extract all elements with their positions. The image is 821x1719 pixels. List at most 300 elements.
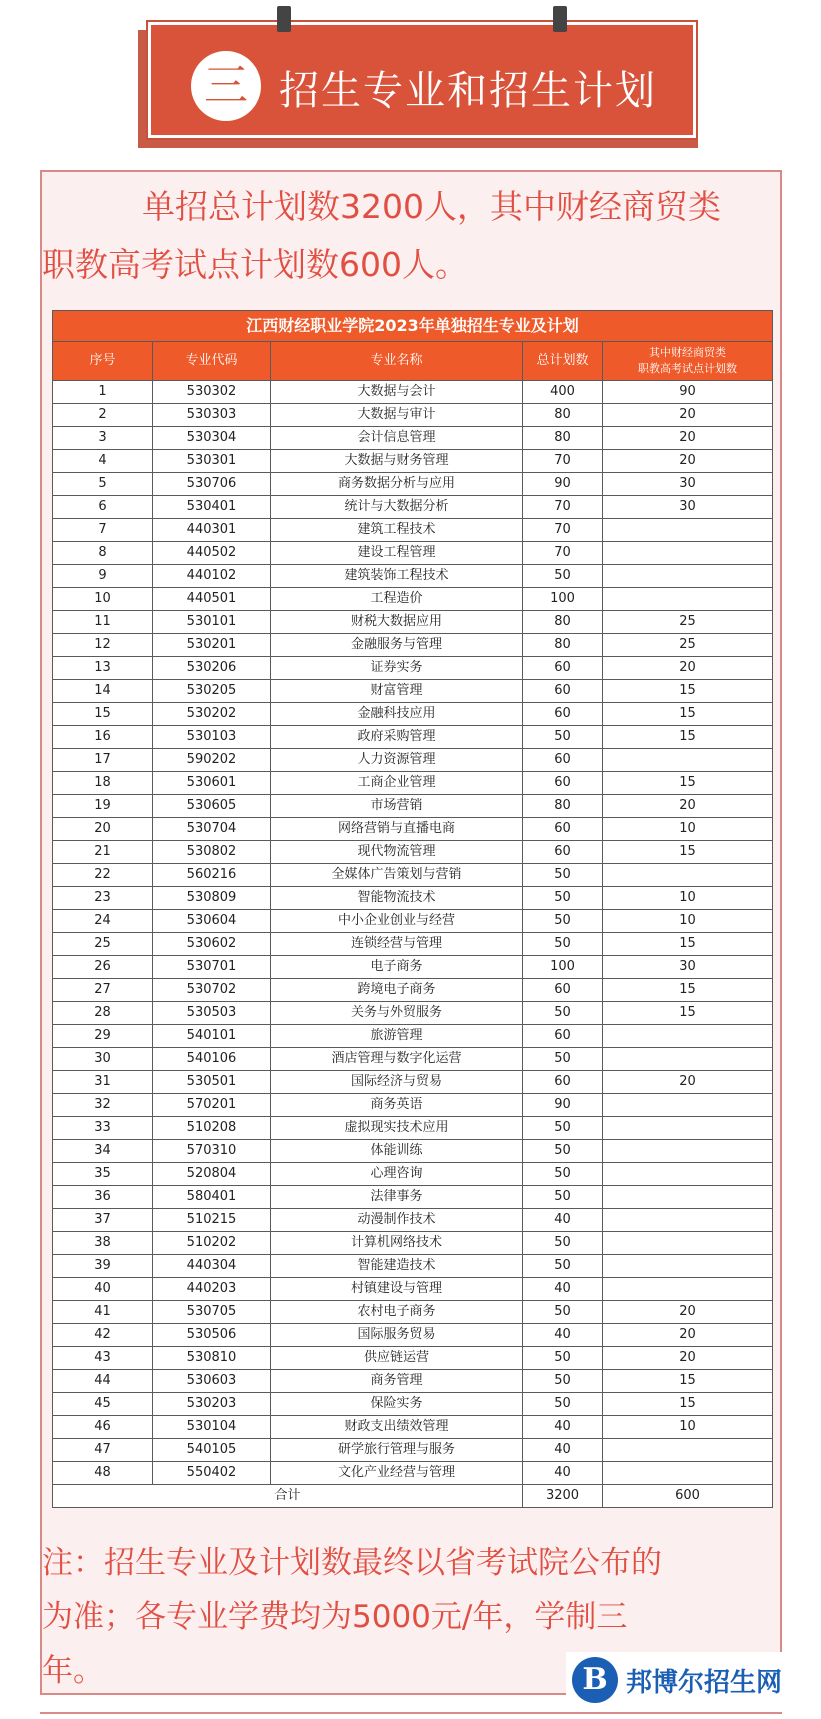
row-no: 21: [53, 841, 153, 864]
row-no: 11: [53, 611, 153, 634]
row-name: 财富管理: [271, 680, 523, 703]
table-row: [53, 726, 773, 749]
row-sub-plan: [603, 1462, 773, 1485]
row-name: 大数据与财务管理: [271, 450, 523, 473]
row-code: 550402: [153, 1462, 271, 1485]
table-row: [53, 887, 773, 910]
table-row: [53, 979, 773, 1002]
table-row: [53, 565, 773, 588]
row-total: 100: [523, 956, 603, 979]
row-total: 40: [523, 1278, 603, 1301]
row-sub-plan: 15: [603, 933, 773, 956]
row-no: 31: [53, 1071, 153, 1094]
row-name: 旅游管理: [271, 1025, 523, 1048]
row-no: 42: [53, 1324, 153, 1347]
row-code: 530705: [153, 1301, 271, 1324]
row-code: 510202: [153, 1232, 271, 1255]
row-total: 60: [523, 772, 603, 795]
row-sub-plan: 25: [603, 634, 773, 657]
row-total: 50: [523, 1048, 603, 1071]
table-row: [53, 772, 773, 795]
row-sub-plan: [603, 1439, 773, 1462]
row-code: 530810: [153, 1347, 271, 1370]
total-row: [53, 1485, 773, 1508]
row-sub-plan: 10: [603, 818, 773, 841]
table-row: [53, 634, 773, 657]
table-row: [53, 933, 773, 956]
row-no: 30: [53, 1048, 153, 1071]
row-name: 连锁经营与管理: [271, 933, 523, 956]
row-sub-plan: 20: [603, 427, 773, 450]
table-row: [53, 1140, 773, 1163]
table-row: [53, 427, 773, 450]
row-sub-plan: 10: [603, 910, 773, 933]
row-name: 供应链运营: [271, 1347, 523, 1370]
row-code: 530303: [153, 404, 271, 427]
row-total: 50: [523, 933, 603, 956]
watermark-text: 邦博尔招生网: [626, 1667, 783, 1698]
row-sub-plan: 90: [603, 381, 773, 404]
table-row: [53, 542, 773, 565]
row-code: 530603: [153, 1370, 271, 1393]
row-sub-plan: 15: [603, 1002, 773, 1025]
row-no: 19: [53, 795, 153, 818]
row-total: 50: [523, 1347, 603, 1370]
row-sub-plan: [603, 864, 773, 887]
row-total: 50: [523, 1002, 603, 1025]
row-sub-plan: 30: [603, 956, 773, 979]
row-sub-plan: 15: [603, 726, 773, 749]
row-sub-plan: 25: [603, 611, 773, 634]
row-total: 50: [523, 1301, 603, 1324]
table-row: [53, 1025, 773, 1048]
row-name: 中小企业创业与经营: [271, 910, 523, 933]
table-row: [53, 1462, 773, 1485]
row-no: 39: [53, 1255, 153, 1278]
row-no: 32: [53, 1094, 153, 1117]
row-code: 530301: [153, 450, 271, 473]
row-total: 80: [523, 634, 603, 657]
divider: [40, 1712, 782, 1714]
row-no: 4: [53, 450, 153, 473]
table-row: [53, 1416, 773, 1439]
row-no: 22: [53, 864, 153, 887]
row-code: 530605: [153, 795, 271, 818]
table-row: [53, 864, 773, 887]
row-sub-plan: [603, 1048, 773, 1071]
row-name: 政府采购管理: [271, 726, 523, 749]
banner-pin-icon: [553, 6, 567, 32]
row-no: 41: [53, 1301, 153, 1324]
total-sub-plan: 600: [603, 1485, 773, 1508]
table-row: [53, 657, 773, 680]
intro-line: 单招总计划数3200人，其中财经商贸类: [142, 187, 721, 226]
row-code: 530701: [153, 956, 271, 979]
watermark: [566, 1652, 816, 1708]
table-row: [53, 1186, 773, 1209]
row-total: 50: [523, 910, 603, 933]
row-no: 16: [53, 726, 153, 749]
row-total: 60: [523, 680, 603, 703]
row-no: 46: [53, 1416, 153, 1439]
row-sub-plan: [603, 565, 773, 588]
row-name: 酒店管理与数字化运营: [271, 1048, 523, 1071]
row-no: 8: [53, 542, 153, 565]
row-name: 文化产业经营与管理: [271, 1462, 523, 1485]
row-sub-plan: [603, 1094, 773, 1117]
row-no: 45: [53, 1393, 153, 1416]
row-total: 60: [523, 841, 603, 864]
row-sub-plan: 15: [603, 1393, 773, 1416]
row-sub-plan: 30: [603, 473, 773, 496]
row-name: 全媒体广告策划与营销: [271, 864, 523, 887]
table-row: [53, 404, 773, 427]
row-total: 50: [523, 864, 603, 887]
row-name: 心理咨询: [271, 1163, 523, 1186]
row-no: 5: [53, 473, 153, 496]
table-row: [53, 450, 773, 473]
row-no: 38: [53, 1232, 153, 1255]
table-row: [53, 1370, 773, 1393]
row-no: 34: [53, 1140, 153, 1163]
row-total: 60: [523, 1025, 603, 1048]
table-row: [53, 910, 773, 933]
row-code: 530206: [153, 657, 271, 680]
row-code: 530101: [153, 611, 271, 634]
row-no: 26: [53, 956, 153, 979]
row-no: 35: [53, 1163, 153, 1186]
row-name: 关务与外贸服务: [271, 1002, 523, 1025]
row-no: 37: [53, 1209, 153, 1232]
row-name: 工程造价: [271, 588, 523, 611]
row-name: 财政支出绩效管理: [271, 1416, 523, 1439]
table-row: [53, 1347, 773, 1370]
row-code: 510215: [153, 1209, 271, 1232]
row-code: 570310: [153, 1140, 271, 1163]
table-row: [53, 1209, 773, 1232]
row-code: 520804: [153, 1163, 271, 1186]
row-no: 36: [53, 1186, 153, 1209]
row-total: 40: [523, 1209, 603, 1232]
row-total: 60: [523, 749, 603, 772]
row-no: 43: [53, 1347, 153, 1370]
row-no: 40: [53, 1278, 153, 1301]
note-line: 注：招生专业及计划数最终以省考试院公布的: [42, 1545, 662, 1581]
row-no: 48: [53, 1462, 153, 1485]
row-code: 530104: [153, 1416, 271, 1439]
row-total: 90: [523, 473, 603, 496]
row-name: 研学旅行管理与服务: [271, 1439, 523, 1462]
column-header-sub-plan: [603, 342, 773, 381]
row-code: 530702: [153, 979, 271, 1002]
intro-text: [42, 178, 782, 294]
row-total: 50: [523, 1140, 603, 1163]
column-header-no: 序号: [53, 342, 153, 381]
row-code: 440203: [153, 1278, 271, 1301]
row-name: 农村电子商务: [271, 1301, 523, 1324]
row-total: 60: [523, 979, 603, 1002]
row-name: 智能建造技术: [271, 1255, 523, 1278]
row-sub-plan: [603, 519, 773, 542]
row-total: 80: [523, 795, 603, 818]
row-code: 530704: [153, 818, 271, 841]
row-sub-plan: [603, 1278, 773, 1301]
brand-logo-icon: B: [572, 1657, 618, 1703]
table-title: 江西财经职业学院2023年单独招生专业及计划: [53, 311, 773, 342]
row-no: 17: [53, 749, 153, 772]
row-code: 440102: [153, 565, 271, 588]
column-header-code: 专业代码: [153, 342, 271, 381]
note-line: 年。: [42, 1653, 104, 1689]
row-code: 530506: [153, 1324, 271, 1347]
row-total: 40: [523, 1462, 603, 1485]
row-sub-plan: [603, 1232, 773, 1255]
row-code: 530302: [153, 381, 271, 404]
table-row: [53, 703, 773, 726]
table-row: [53, 1048, 773, 1071]
row-no: 33: [53, 1117, 153, 1140]
table-row: [53, 1163, 773, 1186]
total-label: 合计: [53, 1485, 523, 1508]
table-row: [53, 1255, 773, 1278]
row-sub-plan: 10: [603, 1416, 773, 1439]
table-row: [53, 1393, 773, 1416]
row-total: 50: [523, 1117, 603, 1140]
table-row: [53, 795, 773, 818]
row-name: 建设工程管理: [271, 542, 523, 565]
table-row: [53, 749, 773, 772]
row-name: 体能训练: [271, 1140, 523, 1163]
row-name: 工商企业管理: [271, 772, 523, 795]
row-total: 90: [523, 1094, 603, 1117]
row-name: 跨境电子商务: [271, 979, 523, 1002]
row-name: 现代物流管理: [271, 841, 523, 864]
row-total: 70: [523, 496, 603, 519]
row-code: 540106: [153, 1048, 271, 1071]
table-body: [53, 381, 773, 1485]
plan-table: [52, 310, 772, 1508]
row-name: 商务数据分析与应用: [271, 473, 523, 496]
row-sub-plan: 20: [603, 1071, 773, 1094]
row-total: 50: [523, 887, 603, 910]
row-code: 530201: [153, 634, 271, 657]
row-code: 560216: [153, 864, 271, 887]
section-banner: [148, 22, 696, 138]
row-name: 村镇建设与管理: [271, 1278, 523, 1301]
table-row: [53, 1117, 773, 1140]
row-total: 50: [523, 1370, 603, 1393]
row-sub-plan: 15: [603, 680, 773, 703]
row-sub-plan: 20: [603, 795, 773, 818]
column-header-name: 专业名称: [271, 342, 523, 381]
row-name: 网络营销与直播电商: [271, 818, 523, 841]
table-row: [53, 496, 773, 519]
row-sub-plan: [603, 1140, 773, 1163]
row-sub-plan: 20: [603, 1301, 773, 1324]
row-no: 14: [53, 680, 153, 703]
row-name: 计算机网络技术: [271, 1232, 523, 1255]
intro-line: 职教高考试点计划数600人。: [42, 245, 468, 284]
row-total: 50: [523, 1255, 603, 1278]
row-sub-plan: 15: [603, 703, 773, 726]
row-no: 6: [53, 496, 153, 519]
row-total: 50: [523, 1393, 603, 1416]
row-name: 动漫制作技术: [271, 1209, 523, 1232]
row-code: 530205: [153, 680, 271, 703]
table-row: [53, 588, 773, 611]
row-no: 29: [53, 1025, 153, 1048]
row-name: 建筑装饰工程技术: [271, 565, 523, 588]
row-name: 商务英语: [271, 1094, 523, 1117]
row-code: 440304: [153, 1255, 271, 1278]
row-code: 530304: [153, 427, 271, 450]
table-row: [53, 841, 773, 864]
row-no: 2: [53, 404, 153, 427]
row-no: 9: [53, 565, 153, 588]
row-name: 电子商务: [271, 956, 523, 979]
row-total: 50: [523, 1186, 603, 1209]
table-row: [53, 1002, 773, 1025]
row-code: 530103: [153, 726, 271, 749]
row-total: 70: [523, 450, 603, 473]
row-no: 10: [53, 588, 153, 611]
row-sub-plan: 15: [603, 1370, 773, 1393]
row-total: 80: [523, 404, 603, 427]
row-code: 530809: [153, 887, 271, 910]
row-code: 530604: [153, 910, 271, 933]
row-name: 国际经济与贸易: [271, 1071, 523, 1094]
row-sub-plan: [603, 1117, 773, 1140]
row-name: 会计信息管理: [271, 427, 523, 450]
row-sub-plan: [603, 1025, 773, 1048]
row-name: 大数据与审计: [271, 404, 523, 427]
row-total: 80: [523, 611, 603, 634]
total-plan: 3200: [523, 1485, 603, 1508]
row-no: 28: [53, 1002, 153, 1025]
row-name: 统计与大数据分析: [271, 496, 523, 519]
row-no: 15: [53, 703, 153, 726]
table-row: [53, 1232, 773, 1255]
row-name: 建筑工程技术: [271, 519, 523, 542]
table-row: [53, 1439, 773, 1462]
row-name: 智能物流技术: [271, 887, 523, 910]
row-code: 530202: [153, 703, 271, 726]
table-row: [53, 1094, 773, 1117]
row-sub-plan: 30: [603, 496, 773, 519]
row-code: 540101: [153, 1025, 271, 1048]
row-sub-plan: [603, 1163, 773, 1186]
row-total: 40: [523, 1416, 603, 1439]
row-no: 12: [53, 634, 153, 657]
row-sub-plan: 20: [603, 1347, 773, 1370]
row-total: 40: [523, 1324, 603, 1347]
row-name: 虚拟现实技术应用: [271, 1117, 523, 1140]
column-header-sub-line: 职教高考试点计划数: [638, 362, 738, 375]
row-code: 440502: [153, 542, 271, 565]
row-no: 18: [53, 772, 153, 795]
row-total: 60: [523, 703, 603, 726]
column-header-sub-line: 其中财经商贸类: [649, 346, 727, 359]
row-code: 530602: [153, 933, 271, 956]
row-total: 70: [523, 542, 603, 565]
row-no: 7: [53, 519, 153, 542]
row-code: 530501: [153, 1071, 271, 1094]
row-code: 530401: [153, 496, 271, 519]
section-number-badge: 三: [191, 51, 261, 121]
row-no: 13: [53, 657, 153, 680]
row-no: 44: [53, 1370, 153, 1393]
row-no: 25: [53, 933, 153, 956]
row-code: 530203: [153, 1393, 271, 1416]
row-sub-plan: 20: [603, 450, 773, 473]
row-code: 590202: [153, 749, 271, 772]
row-total: 400: [523, 381, 603, 404]
row-total: 100: [523, 588, 603, 611]
row-code: 530601: [153, 772, 271, 795]
table-row: [53, 1071, 773, 1094]
row-name: 金融科技应用: [271, 703, 523, 726]
row-sub-plan: [603, 588, 773, 611]
row-sub-plan: [603, 542, 773, 565]
section-title: 招生专业和招生计划: [279, 68, 657, 114]
table-row: [53, 1324, 773, 1347]
row-total: 50: [523, 1163, 603, 1186]
row-sub-plan: 15: [603, 979, 773, 1002]
row-code: 580401: [153, 1186, 271, 1209]
row-code: 530503: [153, 1002, 271, 1025]
row-sub-plan: 15: [603, 772, 773, 795]
row-total: 60: [523, 1071, 603, 1094]
row-code: 570201: [153, 1094, 271, 1117]
row-sub-plan: 20: [603, 404, 773, 427]
table-row: [53, 1278, 773, 1301]
row-name: 财税大数据应用: [271, 611, 523, 634]
row-sub-plan: 15: [603, 841, 773, 864]
row-total: 80: [523, 427, 603, 450]
table-row: [53, 680, 773, 703]
row-code: 440301: [153, 519, 271, 542]
row-name: 人力资源管理: [271, 749, 523, 772]
row-no: 20: [53, 818, 153, 841]
row-code: 530802: [153, 841, 271, 864]
table-row: [53, 519, 773, 542]
row-sub-plan: [603, 1209, 773, 1232]
row-code: 510208: [153, 1117, 271, 1140]
row-code: 540105: [153, 1439, 271, 1462]
row-total: 40: [523, 1439, 603, 1462]
row-sub-plan: [603, 1186, 773, 1209]
table-row: [53, 381, 773, 404]
row-total: 50: [523, 1232, 603, 1255]
row-name: 国际服务贸易: [271, 1324, 523, 1347]
table-row: [53, 818, 773, 841]
row-total: 50: [523, 726, 603, 749]
row-total: 60: [523, 657, 603, 680]
table-row: [53, 956, 773, 979]
row-total: 60: [523, 818, 603, 841]
row-name: 保险实务: [271, 1393, 523, 1416]
row-name: 商务管理: [271, 1370, 523, 1393]
row-no: 47: [53, 1439, 153, 1462]
row-name: 大数据与会计: [271, 381, 523, 404]
row-name: 市场营销: [271, 795, 523, 818]
table-row: [53, 473, 773, 496]
table-row: [53, 611, 773, 634]
row-no: 23: [53, 887, 153, 910]
row-name: 证券实务: [271, 657, 523, 680]
row-no: 24: [53, 910, 153, 933]
content-panel: [40, 170, 782, 1695]
